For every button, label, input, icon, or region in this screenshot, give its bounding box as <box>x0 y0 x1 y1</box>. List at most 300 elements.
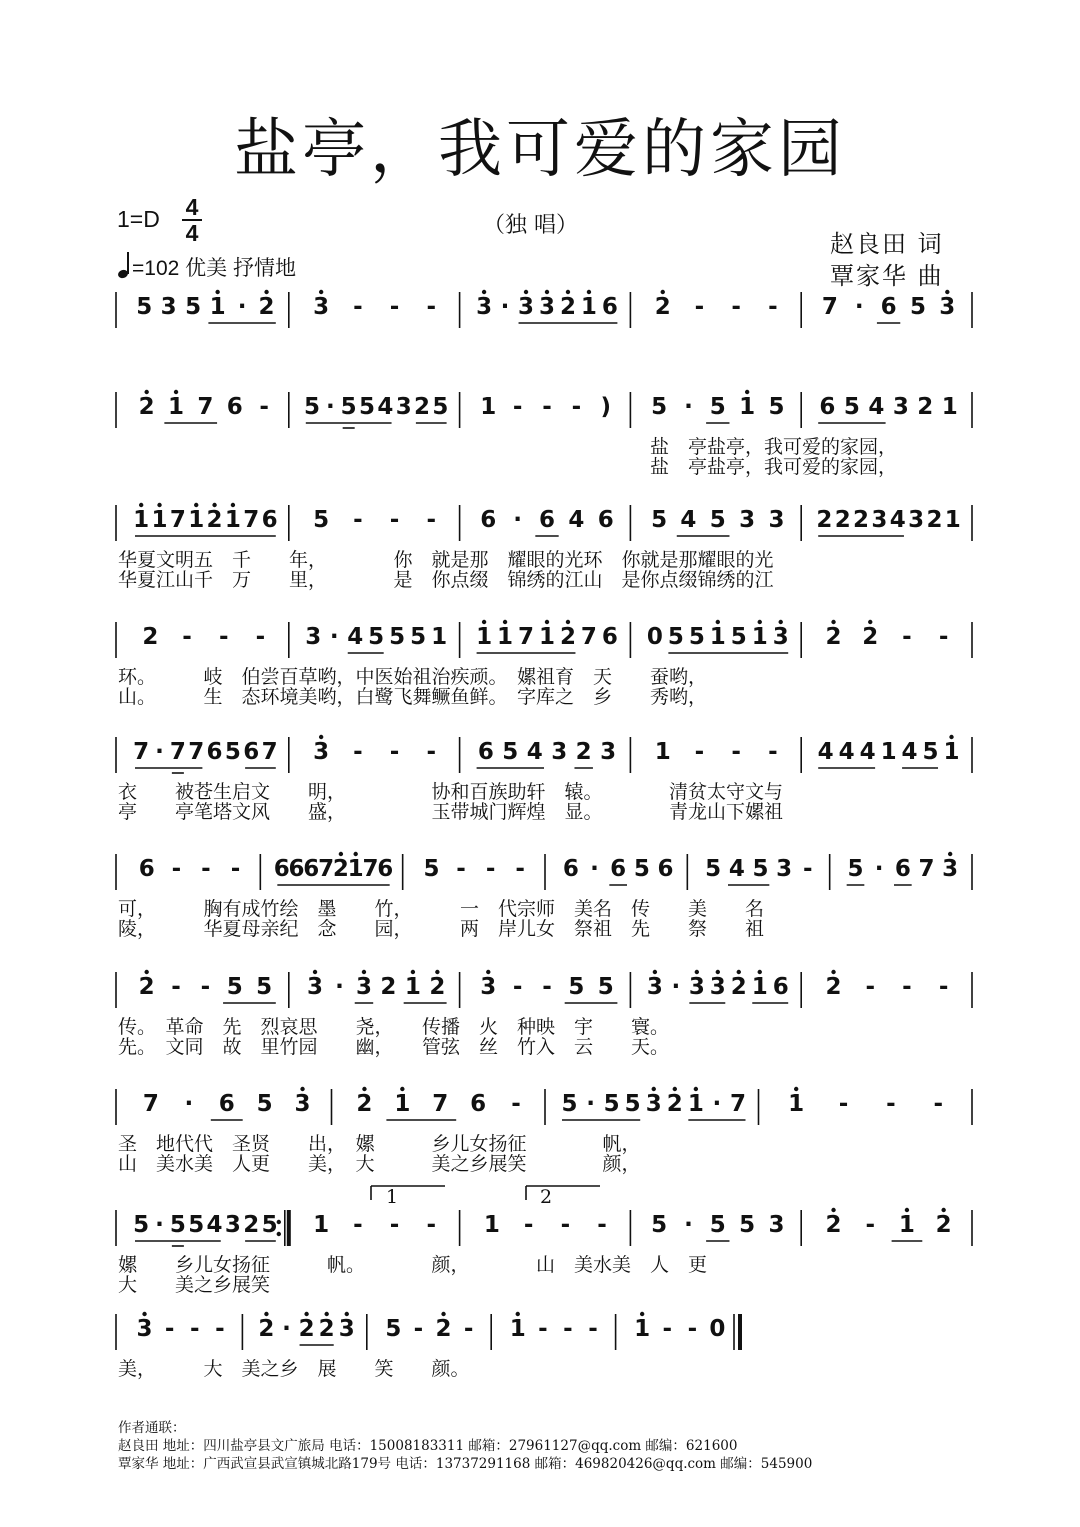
note: 3 <box>709 974 726 1000</box>
note: 5 <box>730 624 747 650</box>
note: 5 <box>651 394 668 420</box>
lyric-line: 先。 文同 故 里竹园 幽， 管弦 丝 竹入 云 天。 <box>118 1036 670 1058</box>
note: 1 <box>480 394 497 420</box>
note: 7 <box>821 294 838 320</box>
note: 6 <box>880 294 897 320</box>
note: 1 <box>151 507 168 533</box>
hold-dash: - <box>426 507 437 533</box>
note: 5 <box>256 974 273 1000</box>
note: 2 <box>935 1212 952 1238</box>
hold-dash: - <box>865 1212 876 1238</box>
note: 5 <box>169 1212 186 1238</box>
note: 7 <box>133 739 150 765</box>
note: 0 <box>709 1316 726 1342</box>
hold-dash: - <box>838 1091 849 1117</box>
note: 2 <box>825 1212 842 1238</box>
note: 7 <box>518 624 535 650</box>
contact-line: 赵良田 地址：四川盐亭县文广旅局 电话：15008183311 邮箱：27961127@qq.com 邮编：621600 <box>118 1438 738 1454</box>
hold-dash: - <box>542 974 552 1000</box>
lyric-line: 陵， 华夏母亲纪 念 园， 两 岸儿女 祭祖 先 祭 祖 <box>118 918 765 940</box>
note: 6 <box>288 856 305 882</box>
note: 3 <box>551 739 568 765</box>
hold-dash: - <box>938 974 949 1000</box>
note: 1 <box>347 856 364 882</box>
time-numerator: 4 <box>185 194 199 220</box>
note: 3 <box>395 394 412 420</box>
note: 6 <box>657 856 674 882</box>
note: 1 <box>687 1091 704 1117</box>
hold-dash: - <box>694 739 705 765</box>
dot-mark: · <box>500 294 510 320</box>
note: 1 <box>168 394 185 420</box>
note: 5 <box>651 507 668 533</box>
note: 6 <box>894 856 911 882</box>
note: 3 <box>355 974 372 1000</box>
hold-dash: - <box>694 294 705 320</box>
hold-dash: - <box>426 739 437 765</box>
note: 3 <box>518 294 535 320</box>
note: 5 <box>603 1091 620 1117</box>
hold-dash: - <box>803 856 813 882</box>
note: 5 <box>633 856 650 882</box>
note: 5 <box>709 1212 726 1238</box>
hold-dash: - <box>182 624 192 650</box>
hold-dash: - <box>768 294 778 320</box>
note: 5 <box>909 294 926 320</box>
note: 1 <box>188 507 205 533</box>
note: 6 <box>261 507 278 533</box>
note: 3 <box>776 856 793 882</box>
note: 7 <box>243 507 260 533</box>
note: 2 <box>138 394 155 420</box>
note: 2 <box>917 394 934 420</box>
hold-dash: - <box>201 856 211 882</box>
note: 3 <box>476 294 493 320</box>
dot-mark: · <box>590 856 599 882</box>
note: 5 <box>922 739 939 765</box>
dot-mark: · <box>155 1212 164 1238</box>
lyric-line: 圣 地代代 圣贤 出， 嫘 乡儿女扬征 帆， <box>118 1133 641 1155</box>
hold-dash: - <box>588 1316 598 1342</box>
contact-heading: 作者通联： <box>118 1420 186 1436</box>
note: 6 <box>610 856 627 882</box>
note: 5 <box>410 624 427 650</box>
note: 2 <box>825 624 842 650</box>
note: 2 <box>356 1091 373 1117</box>
note: 2 <box>414 394 431 420</box>
hold-dash: - <box>164 1316 175 1342</box>
note: 5 <box>752 856 769 882</box>
note: 5 <box>597 974 614 1000</box>
note: 2 <box>559 624 576 650</box>
dot-mark: · <box>854 294 864 320</box>
dot-mark: · <box>712 1091 722 1117</box>
note: 2 <box>654 294 671 320</box>
hold-dash: - <box>731 294 741 320</box>
note: 5 <box>368 624 385 650</box>
hold-dash: - <box>731 739 741 765</box>
note: 5 <box>185 294 202 320</box>
dot-mark: · <box>329 624 339 650</box>
note: 4 <box>206 1212 223 1238</box>
hold-dash: - <box>542 394 552 420</box>
dot-mark: · <box>335 974 344 1000</box>
note: 6 <box>772 974 789 1000</box>
note: 2 <box>926 507 943 533</box>
note: 1 <box>880 739 897 765</box>
note: 6 <box>303 856 320 882</box>
note: 1 <box>634 1316 651 1342</box>
note: 1 <box>944 507 961 533</box>
note: 6 <box>470 1091 487 1117</box>
note: 5 <box>502 739 519 765</box>
note: 6 <box>819 394 836 420</box>
note: 5 <box>651 1212 668 1238</box>
note: 2 <box>332 856 349 882</box>
note: 1 <box>394 1091 411 1117</box>
note: 1 <box>133 507 150 533</box>
note: 5 <box>847 856 864 882</box>
hold-dash: - <box>171 974 181 1000</box>
note: 6 <box>243 739 260 765</box>
note: 2 <box>666 1091 683 1117</box>
note: 3 <box>892 394 909 420</box>
note: 2 <box>559 294 576 320</box>
note: 3 <box>480 974 497 1000</box>
note: 3 <box>338 1316 355 1342</box>
lyric-line: 盐 亭盐亭，我可爱的家园， <box>650 456 898 478</box>
performance-type: （独 唱） <box>483 213 578 238</box>
hold-dash: - <box>353 507 363 533</box>
note: 7 <box>918 856 935 882</box>
note: 3 <box>772 624 789 650</box>
hold-dash: - <box>215 1316 225 1342</box>
note: 5 <box>709 394 726 420</box>
note: 4 <box>889 507 906 533</box>
note: 2 <box>138 974 155 1000</box>
hold-dash: - <box>259 394 269 420</box>
volta-2-label: 2 <box>540 1186 553 1208</box>
note: 4 <box>817 739 834 765</box>
note: 4 <box>568 507 585 533</box>
hold-dash: - <box>426 1212 437 1238</box>
note: 1 <box>224 507 241 533</box>
note: 3 <box>688 974 705 1000</box>
hold-dash: - <box>353 294 363 320</box>
hold-dash: - <box>768 739 778 765</box>
dot-mark: · <box>684 394 693 420</box>
note: 5 <box>224 739 241 765</box>
note: 2 <box>575 739 592 765</box>
note: 5 <box>561 1091 578 1117</box>
note: 5 <box>843 394 860 420</box>
note: 1 <box>209 294 226 320</box>
note: 3 <box>294 1091 311 1117</box>
note: 3 <box>871 507 888 533</box>
note: 5 <box>188 1212 205 1238</box>
hold-dash: - <box>662 1316 673 1342</box>
song-title: 盐亭，我可爱的家园 <box>234 113 846 187</box>
note: 3 <box>908 507 925 533</box>
hold-dash: - <box>230 856 241 882</box>
note: 1 <box>898 1212 915 1238</box>
contact-line: 覃家华 地址：广西武宣县武宣镇城北路179号 电话：13737291168 邮箱：469820426@qq.com 邮编：545900 <box>118 1456 813 1472</box>
note: 5 <box>256 1091 273 1117</box>
note: 3 <box>136 1316 153 1342</box>
time-denominator: 4 <box>185 220 199 246</box>
note: 6 <box>477 739 494 765</box>
note: 7 <box>318 856 335 882</box>
note: 5 <box>359 394 376 420</box>
hold-dash: - <box>189 1316 200 1342</box>
note: 1 <box>483 1212 500 1238</box>
note: 3 <box>600 739 617 765</box>
note: 2 <box>206 507 223 533</box>
note: 4 <box>868 394 885 420</box>
note: 3 <box>768 1212 785 1238</box>
note: 4 <box>728 856 745 882</box>
hold-dash: - <box>560 1212 571 1238</box>
dot-mark: · <box>237 294 247 320</box>
dot-mark: · <box>282 1316 291 1342</box>
note: 5 <box>389 624 406 650</box>
dot-mark: · <box>155 739 164 765</box>
hold-dash: - <box>353 1212 363 1238</box>
volta-1-label: 1 <box>386 1186 399 1208</box>
note: 3 <box>160 294 177 320</box>
note: 1 <box>580 294 597 320</box>
lyric-line: 传。 革命 先 烈哀思 尧， 传播 火 种映 宇 寰。 <box>118 1016 670 1038</box>
note: 5 <box>340 394 357 420</box>
note: 7 <box>261 739 278 765</box>
note: 2 <box>853 507 870 533</box>
note: 5 <box>624 1091 641 1117</box>
note: 5 <box>385 1316 402 1342</box>
note: 3 <box>313 294 330 320</box>
note: 4 <box>347 624 364 650</box>
note: 7 <box>169 507 186 533</box>
tempo-text: =102 优美 抒情地 <box>132 257 296 280</box>
hold-dash: - <box>687 1316 698 1342</box>
note: 1 <box>739 394 756 420</box>
note: 2 <box>380 974 397 1000</box>
hold-dash: - <box>512 974 523 1000</box>
dot-mark: · <box>671 974 681 1000</box>
hold-dash: - <box>511 1091 521 1117</box>
hold-dash: - <box>886 1091 896 1117</box>
note: 5 <box>768 394 785 420</box>
lyric-line: 亭 亭笔塔文风 盛， 玉带城门辉煌 显。 青龙山下嫘祖 <box>118 801 784 823</box>
note: 7 <box>729 1091 746 1117</box>
note: 5 <box>568 974 585 1000</box>
note: 2 <box>318 1316 335 1342</box>
note: 2 <box>258 1316 275 1342</box>
note: 7 <box>197 394 214 420</box>
dot-mark: · <box>184 1091 194 1117</box>
note: 1 <box>538 624 556 650</box>
hold-dash: - <box>426 294 437 320</box>
note: 4 <box>377 394 394 420</box>
note: 4 <box>838 739 855 765</box>
hold-dash: - <box>463 1316 474 1342</box>
note: 1 <box>476 624 493 650</box>
hold-dash: - <box>571 394 582 420</box>
note: 7 <box>580 624 597 650</box>
hold-dash: - <box>389 739 400 765</box>
note: 5 <box>313 507 330 533</box>
note: 3 <box>942 856 959 882</box>
dot-mark: · <box>325 394 335 420</box>
hold-dash: - <box>389 294 400 320</box>
note: 3 <box>645 1091 662 1117</box>
hold-dash: - <box>389 507 400 533</box>
note: 5 <box>261 1212 278 1238</box>
hold-dash: - <box>171 856 182 882</box>
dot-mark: · <box>513 507 522 533</box>
note: 4 <box>526 739 543 765</box>
lyric-line: 华夏江山千 万 里， 是 你点缀 锦绣的江山 是你点缀锦绣的江 <box>118 569 774 591</box>
note: 2 <box>730 974 747 1000</box>
note: 6 <box>226 394 243 420</box>
note: 1 <box>751 974 768 1000</box>
composer-credit: 覃家华 曲 <box>830 262 944 290</box>
hold-dash: - <box>255 624 266 650</box>
note: 7 <box>169 739 186 765</box>
hold-dash: - <box>523 1212 534 1238</box>
dot-mark: · <box>684 1212 693 1238</box>
note: 1 <box>751 624 768 650</box>
note: 6 <box>538 507 556 533</box>
note: 5 <box>739 1212 756 1238</box>
hold-dash: - <box>597 1212 607 1238</box>
lyric-line: 嫘 乡儿女扬征 帆。 颜， 山 美水美 人 更 <box>118 1254 708 1276</box>
hold-dash: - <box>456 856 466 882</box>
lyricist-credit: 赵良田 词 <box>830 230 944 258</box>
hold-dash: - <box>515 856 525 882</box>
note: 3 <box>224 1212 241 1238</box>
note: 2 <box>816 507 833 533</box>
note: 6 <box>562 856 579 882</box>
note: 4 <box>901 739 918 765</box>
note: 2 <box>243 1212 260 1238</box>
note: 1 <box>943 739 960 765</box>
note: 5 <box>303 394 320 420</box>
note: 7 <box>432 1091 449 1117</box>
lyric-line: 环。 岐 伯尝百草哟，中医始祖治疾顽。 嫘祖育 天 蚕哟， <box>118 666 708 688</box>
note: 6 <box>138 856 155 882</box>
hold-dash: - <box>200 974 211 1000</box>
note: 3 <box>307 974 324 1000</box>
note: 2 <box>862 624 879 650</box>
note: 1 <box>509 1316 526 1342</box>
note: 5 <box>709 507 726 533</box>
note: 6 <box>601 294 618 320</box>
note: 3 <box>538 294 556 320</box>
hold-dash: - <box>512 394 523 420</box>
note: 5 <box>133 1212 150 1238</box>
note: 1 <box>941 394 958 420</box>
note: 4 <box>680 507 697 533</box>
key-signature: 1=D <box>117 206 160 232</box>
note: 7 <box>362 856 379 882</box>
note: 7 <box>188 739 205 765</box>
note: 0 <box>646 624 663 650</box>
dot-mark: · <box>586 1091 595 1117</box>
note: 6 <box>218 1091 235 1117</box>
hold-dash: - <box>933 1091 944 1117</box>
note: 5 <box>705 856 722 882</box>
note: 1 <box>654 739 671 765</box>
note: 6 <box>206 739 223 765</box>
note: 3 <box>768 507 785 533</box>
lyric-line: 衣 被苍生启文 明， 协和百族助轩 辕。 清贫太守文与 <box>118 781 784 803</box>
note: 6 <box>377 856 394 882</box>
note: 1 <box>313 1212 330 1238</box>
note: 2 <box>825 974 842 1000</box>
lyric-line: 盐 亭盐亭，我可爱的家园， <box>650 436 898 458</box>
hold-dash: - <box>413 1316 424 1342</box>
note: 6 <box>597 507 614 533</box>
lyric-line: 大 美之乡展笑 <box>118 1274 271 1296</box>
hold-dash: - <box>902 974 912 1000</box>
note: 4 <box>859 739 876 765</box>
note: 3 <box>313 739 330 765</box>
note: 1 <box>431 624 448 650</box>
hold-dash: - <box>563 1316 573 1342</box>
lyric-line: 山 美水美 人更 美， 大 美之乡展笑 颜， <box>118 1153 641 1175</box>
note: 5 <box>432 394 449 420</box>
note: 5 <box>136 294 153 320</box>
note: 2 <box>429 974 446 1000</box>
hold-dash: - <box>938 624 949 650</box>
note: 7 <box>142 1091 159 1117</box>
note: 5 <box>688 624 705 650</box>
hold-dash: - <box>218 624 229 650</box>
note: 3 <box>739 507 756 533</box>
note: 5 <box>226 974 243 1000</box>
note: 5 <box>667 624 684 650</box>
hold-dash: - <box>865 974 876 1000</box>
hold-dash: - <box>485 856 496 882</box>
note: 3 <box>305 624 322 650</box>
note: 2 <box>258 294 275 320</box>
note: 2 <box>142 624 159 650</box>
note: ) <box>600 394 611 420</box>
note: 6 <box>273 856 290 882</box>
note: 1 <box>788 1091 805 1117</box>
hold-dash: - <box>389 1212 400 1238</box>
lyric-line: 华夏文明五 千 年， 你 就是那 耀眼的光环 你就是那耀眼的光 <box>118 549 774 571</box>
hold-dash: - <box>538 1316 548 1342</box>
note: 2 <box>298 1316 315 1342</box>
lyric-line: 山。 生 态环境美哟，白鹭飞舞鳜鱼鲜。 字库之 乡 秀哟， <box>118 686 708 708</box>
lyric-line: 美， 大 美之乡 展 笑 颜。 <box>118 1358 470 1380</box>
note: 3 <box>939 294 956 320</box>
note: 2 <box>435 1316 452 1342</box>
note: 1 <box>404 974 421 1000</box>
hold-dash: - <box>353 739 363 765</box>
note: 6 <box>601 624 618 650</box>
note: 2 <box>834 507 851 533</box>
note: 3 <box>646 974 663 1000</box>
note: 5 <box>423 856 440 882</box>
lyric-line: 可， 胸有成竹绘 墨 竹， 一 代宗师 美名 传 美 名 <box>118 898 765 920</box>
note: 1 <box>709 624 726 650</box>
hold-dash: - <box>902 624 912 650</box>
dot-mark: · <box>874 856 884 882</box>
note: 6 <box>480 507 497 533</box>
note: 1 <box>497 624 514 650</box>
